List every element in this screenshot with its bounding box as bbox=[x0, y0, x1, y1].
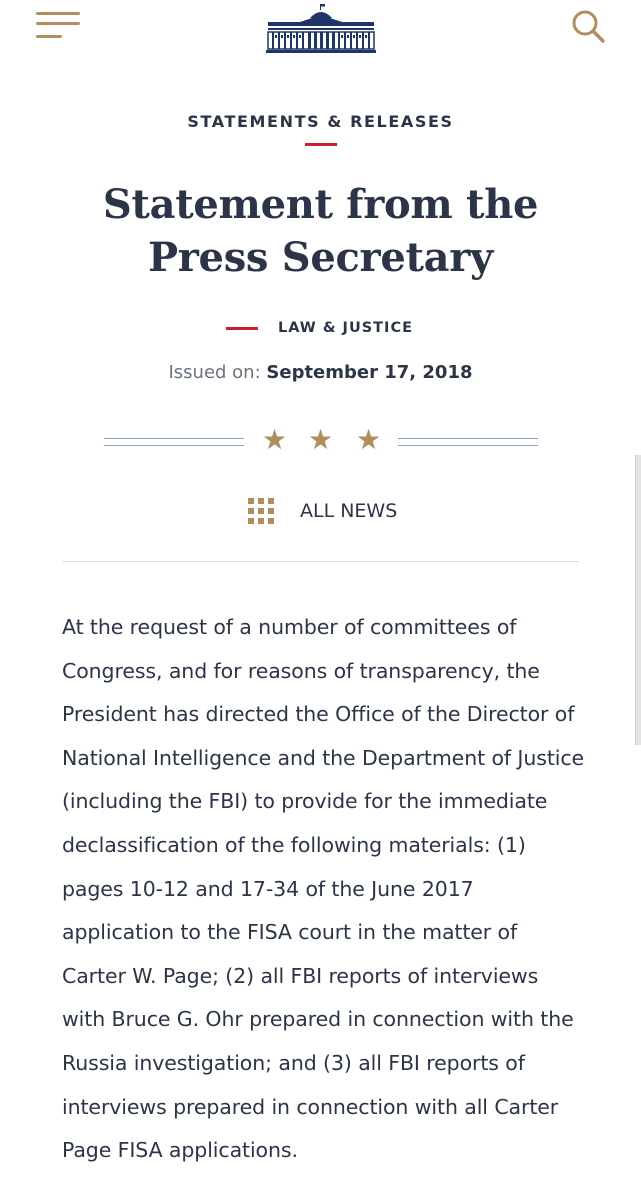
menu-line bbox=[36, 22, 80, 25]
menu-line bbox=[36, 35, 62, 38]
category-tag bbox=[226, 317, 413, 339]
content-divider bbox=[62, 561, 579, 562]
all-news-label: ALL NEWS bbox=[300, 500, 398, 522]
issued-date-line bbox=[0, 362, 641, 383]
site-header bbox=[0, 0, 641, 60]
issued-date: September 17, 2018 bbox=[266, 362, 473, 383]
star-divider bbox=[100, 423, 540, 459]
hamburger-menu-icon[interactable] bbox=[36, 8, 82, 40]
menu-line bbox=[36, 12, 80, 15]
star-icon: ★ bbox=[308, 423, 334, 456]
all-news-link[interactable] bbox=[248, 495, 397, 527]
category-link-law-justice[interactable]: LAW & JUSTICE bbox=[278, 320, 413, 336]
page-title: Statement from the Press Secretary bbox=[102, 181, 539, 281]
eyebrow-accent-bar bbox=[305, 143, 337, 146]
article-body: At the request of a number of committees of Congress, and for reasons of transparency, the President has directed the Office of the Director of National Intelligence and the Department of Justice (including the FBI) to provide for the immediate declassification of the following materials: (1) pages 10-12 and 17-34 of the June 2017 application to the FISA court in the matter of Carter W. Page; (2) all FBI reports of interviews with Bruce G. Ohr prepared in connection with the Russia investigation; and (3) all FBI reports of interviews prepared in connection with all Carter Page FISA applications. bbox=[62, 615, 585, 1163]
white-house-logo[interactable] bbox=[266, 4, 376, 54]
section-link-statements-releases[interactable]: STATEMENTS & RELEASES bbox=[187, 112, 454, 131]
category-accent-dash bbox=[226, 327, 258, 330]
scrollbar[interactable] bbox=[635, 455, 641, 745]
issued-label: Issued on: bbox=[168, 362, 261, 383]
star-icon: ★ bbox=[262, 423, 288, 456]
grid-icon bbox=[248, 498, 275, 525]
divider-lines-left bbox=[104, 438, 244, 446]
divider-lines-right bbox=[398, 438, 538, 446]
star-icon: ★ bbox=[356, 423, 382, 456]
search-icon[interactable] bbox=[570, 8, 606, 44]
